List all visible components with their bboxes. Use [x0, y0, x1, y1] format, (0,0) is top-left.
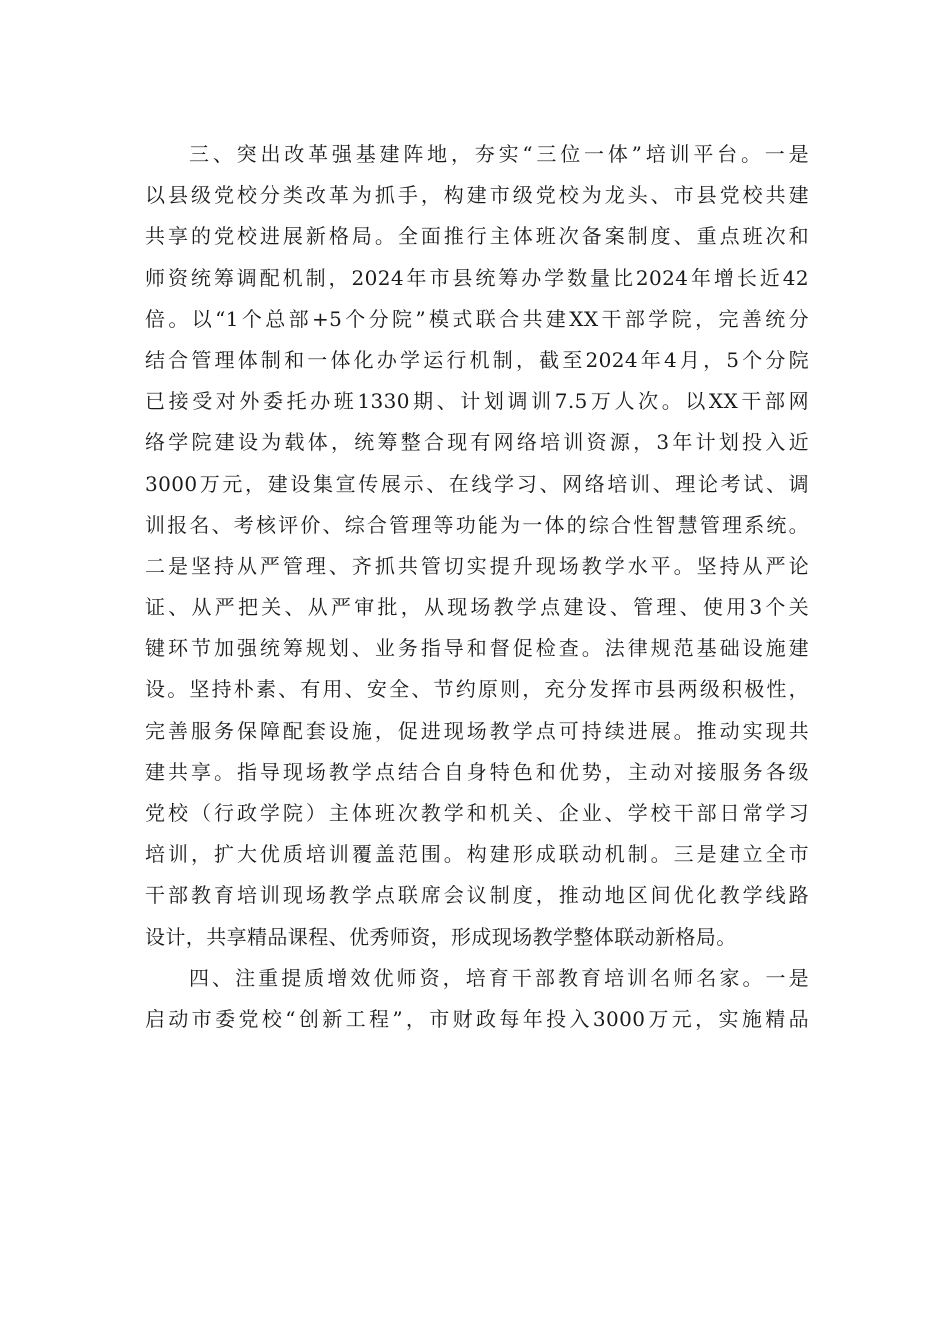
paragraph-3-line: 师资统筹调配机制，2024年市县统筹办学数量比2024年增长近42: [145, 265, 809, 290]
body-text: [145, 134, 809, 1040]
paragraph-3-line: 建共享。指导现场教学点结合自身特色和优势，主动对接服务各级: [145, 759, 809, 784]
paragraph-3-line: 3000万元，建设集宣传展示、在线学习、网络培训、理论考试、调: [145, 471, 809, 496]
paragraph-4-line: 启动市委党校“创新工程”，市财政每年投入3000万元，实施精品: [145, 1006, 809, 1031]
paragraph-3-line: 设计，共享精品课程、优秀师资，形成现场教学整体联动新格局。: [145, 924, 737, 949]
paragraph-3-line: 完善服务保障配套设施，促进现场教学点可持续进展。推动实现共: [145, 718, 809, 743]
paragraph-3-line: 三、突出改革强基建阵地，夯实“三位一体”培训平台。一是: [189, 142, 809, 166]
paragraph-3-line: 训报名、考核评价、综合管理等功能为一体的综合性智慧管理系统。: [145, 512, 809, 537]
paragraph-3-line: 设。坚持朴素、有用、安全、节约原则，充分发挥市县两级积极性，: [145, 677, 809, 702]
paragraph-3-line: 已接受对外委托办班1330期、计划调训7.5万人次。以XX干部网: [145, 389, 809, 414]
paragraph-3-line: 键环节加强统筹规划、业务指导和督促检查。法律规范基础设施建: [145, 636, 809, 661]
paragraph-3-line: 证、从严把关、从严审批，从现场教学点建设、管理、使用3个关: [145, 595, 809, 620]
paragraph-3-line: 干部教育培训现场教学点联席会议制度，推动地区间优化教学线路: [145, 883, 809, 908]
paragraph-3-line: 倍。以“1个总部+5个分院”模式联合共建XX干部学院，完善统分: [145, 306, 809, 331]
paragraph-3-line: 培训，扩大优质培训覆盖范围。构建形成联动机制。三是建立全市: [145, 842, 809, 867]
paragraph-3-line: 二是坚持从严管理、齐抓共管切实提升现场教学水平。坚持从严论: [145, 553, 809, 578]
paragraph-3-line: 结合管理体制和一体化办学运行机制，截至2024年4月，5个分院: [145, 347, 809, 372]
paragraph-3-line: 络学院建设为载体，统筹整合现有网络培训资源，3年计划投入近: [145, 430, 809, 455]
paragraph-4-line: 四、注重提质增效优师资，培育干部教育培训名师名家。一是: [189, 965, 809, 990]
paragraph-3-line: 共享的党校进展新格局。全面推行主体班次备案制度、重点班次和: [145, 224, 809, 249]
paragraph-3-line: 以县级党校分类改革为抓手，构建市级党校为龙头、市县党校共建: [145, 183, 809, 208]
paragraph-3-line: 党校（行政学院）主体班次教学和机关、企业、学校干部日常学习: [145, 801, 809, 825]
